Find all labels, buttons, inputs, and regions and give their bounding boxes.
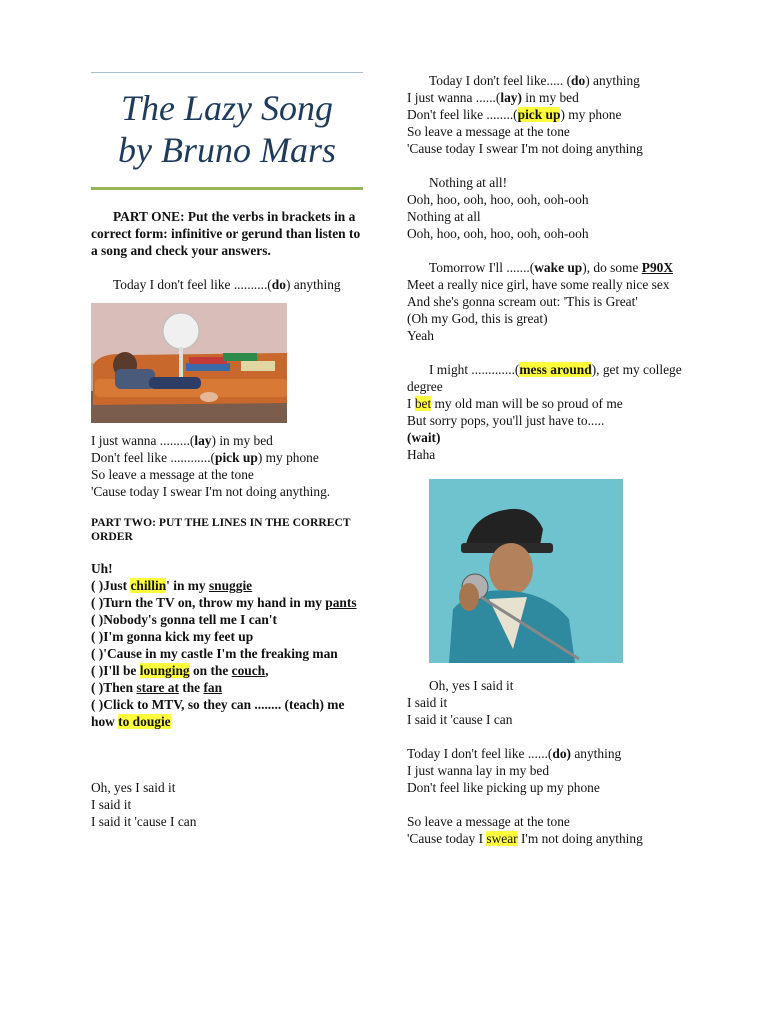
lyric-line: But sorry pops, you'll just have to..... (407, 413, 605, 428)
lyric-line: 'Cause today I swear I'm not doing anything (407, 831, 643, 846)
title-line-2: by Bruno Mars (118, 130, 336, 170)
lyric-line: I said it (407, 695, 448, 710)
lyric-line: I just wanna lay in my bed (407, 763, 550, 778)
lyric-line: Yeah (407, 328, 434, 343)
lyric-line: And she's gonna scream out: 'This is Great' (407, 294, 638, 309)
lazy-couch-photo (91, 303, 287, 423)
lyric-line: 'Cause today I swear I'm not doing anything (407, 141, 643, 156)
lyric-line: Uh! (91, 561, 113, 576)
lyric-line: Meet a really nice girl, have some really nice sex (407, 277, 670, 292)
title-divider (91, 187, 363, 190)
top-rule (91, 72, 363, 73)
lyric-line: So leave a message at the tone (407, 124, 570, 139)
lyric-line: Today I don't feel like ......(do) anything (407, 746, 622, 761)
lyric-line: 'Cause today I swear I'm not doing anything. (91, 484, 331, 499)
lyric-line: Don't feel like ........(pick up) my phone (407, 107, 622, 122)
lyric-line: (wait) (407, 430, 441, 445)
part-two-heading: PART TWO: PUT THE LINES IN THE CORRECT ORDER (91, 516, 351, 543)
ordering-item: ( )I'll be lounging on the couch, (91, 663, 269, 678)
lyric-line: Nothing at all! (429, 175, 508, 190)
lyric-line: I just wanna ......(lay) in my bed (407, 90, 579, 105)
lyric-line: I said it 'cause I can (407, 712, 513, 727)
ordering-item: ( )Click to MTV, so they can ........ (teach) me how to dougie (91, 697, 345, 729)
lyric-line: I said it 'cause I can (91, 814, 197, 829)
lyric-line: Ooh, hoo, ooh, hoo, ooh, ooh-ooh (407, 192, 589, 207)
left-column (91, 72, 363, 830)
lyric-line: (Oh my God, this is great) (407, 311, 548, 326)
part-one-instructions: PART ONE: Put the verbs in brackets in a correct form: infinitive or gerund than listen to a song and check your answers. (91, 209, 361, 258)
lyric-line: I said it (91, 797, 132, 812)
page-title (91, 87, 363, 171)
lyric-line: Oh, yes I said it (429, 678, 514, 693)
title-line-1: The Lazy Song (120, 88, 333, 128)
ordering-item: ( )Then stare at the fan (91, 680, 223, 695)
lyric-line: So leave a message at the tone (407, 814, 570, 829)
lyric-line: Oh, yes I said it (91, 780, 176, 795)
lyric-line: Today I don't feel like..... (do) anything (429, 73, 640, 88)
lyric-line: Nothing at all (407, 209, 481, 224)
ordering-item: ( )Nobody's gonna tell me I can't (91, 612, 277, 627)
lyric-line: I just wanna .........(lay) in my bed (91, 433, 273, 448)
singer-photo (429, 479, 623, 663)
ordering-item: ( )I'm gonna kick my feet up (91, 629, 254, 644)
ordering-item: ( )Just chillin' in my snuggie (91, 578, 253, 593)
right-column (407, 72, 687, 847)
ordering-item: ( )Turn the TV on, throw my hand in my pants (91, 595, 357, 610)
lyric-line: Don't feel like picking up my phone (407, 780, 600, 795)
lyric-line: Don't feel like ............(pick up) my phone (91, 450, 319, 465)
lyric-line: Today I don't feel like ..........(do) anything (113, 277, 341, 292)
lyric-line: Ooh, hoo, ooh, hoo, ooh, ooh-ooh (407, 226, 589, 241)
lyric-line: Tomorrow I'll .......(wake up), do some P90X (429, 260, 674, 275)
lyric-line: I bet my old man will be so proud of me (407, 396, 623, 411)
ordering-item: ( )'Cause in my castle I'm the freaking man (91, 646, 338, 661)
lyric-line: So leave a message at the tone (91, 467, 254, 482)
lyric-line: I might .............(mess around), get my college degree (407, 362, 682, 394)
lyric-line: Haha (407, 447, 436, 462)
